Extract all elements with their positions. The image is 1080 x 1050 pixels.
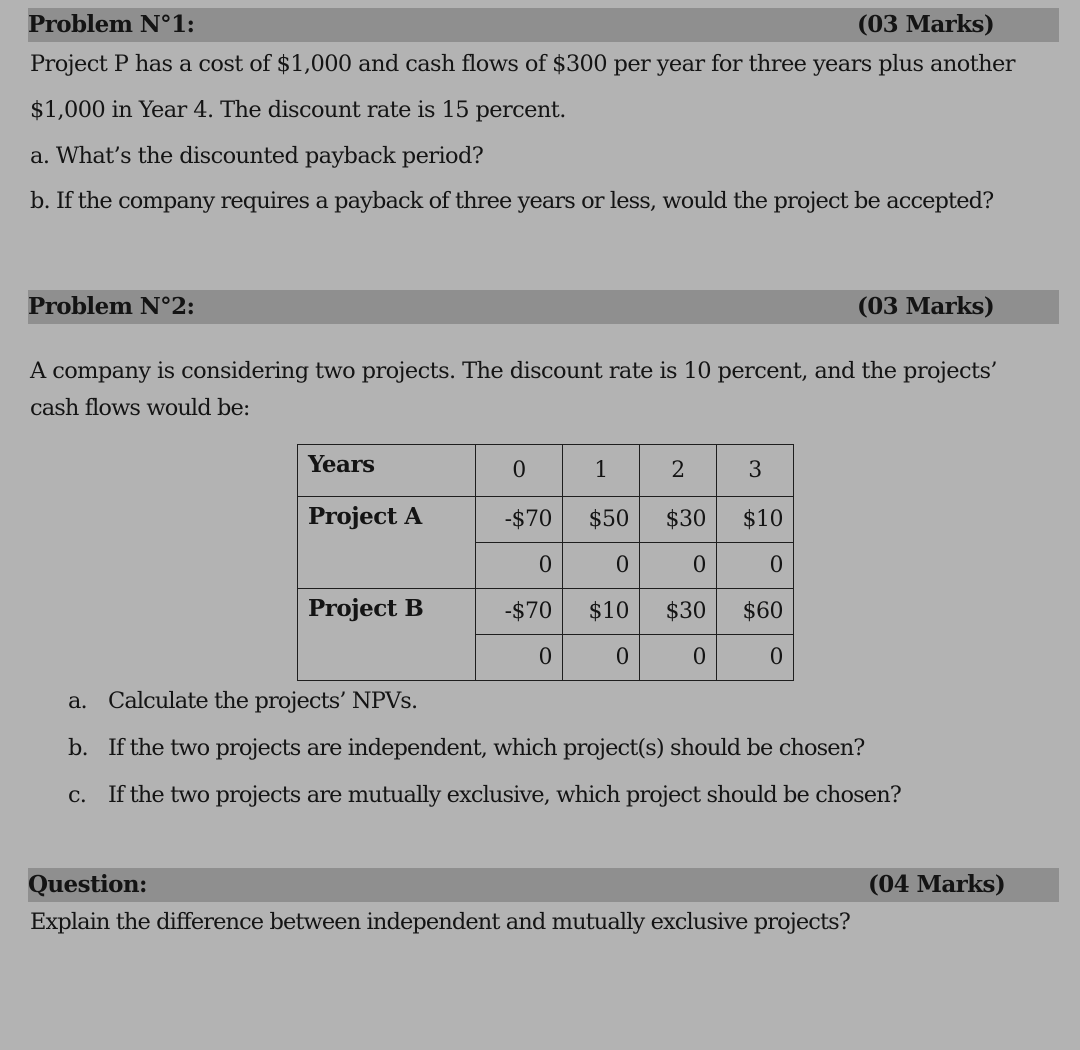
year-cell: 3 <box>717 445 794 497</box>
table-header-row <box>298 445 794 497</box>
table-row <box>298 589 794 635</box>
year-cell: 0 <box>476 445 563 497</box>
problem2-header <box>28 290 1059 324</box>
problem2-intro-line2: cash flows would be: <box>30 395 250 421</box>
table-cell: -$70 <box>476 497 563 543</box>
table-cell: $50 <box>563 497 640 543</box>
table-cell: $10 <box>717 497 794 543</box>
question-letter: b. <box>68 735 88 761</box>
years-label: Years <box>298 445 476 497</box>
problem1-marks: (03 Marks) <box>857 11 995 38</box>
project-b-label: Project B <box>298 589 476 681</box>
problem1-question-b: b. If the company requires a payback of three years or less, would the project be accepted? <box>30 188 994 214</box>
question-letter: a. <box>68 688 87 714</box>
table-cell: -$70 <box>476 589 563 635</box>
year-cell: 2 <box>640 445 717 497</box>
table-cell: 0 <box>640 635 717 681</box>
cash-flow-table <box>297 444 794 681</box>
problem2-intro-line1: A company is considering two projects. The discount rate is 10 percent, and the projects’ <box>30 358 997 384</box>
problem2-question-b <box>68 733 864 763</box>
problem2-question-c <box>68 780 901 810</box>
problem1-question-a: a. What’s the discounted payback period? <box>30 143 484 169</box>
table-cell: 0 <box>476 635 563 681</box>
problem1-header <box>28 8 1059 42</box>
question-title: Question: <box>28 871 147 898</box>
table-cell: $30 <box>640 497 717 543</box>
table-cell: $60 <box>717 589 794 635</box>
question-text: If the two projects are mutually exclusive, which project should be chosen? <box>108 782 901 808</box>
problem1-line2: $1,000 in Year 4. The discount rate is 15 percent. <box>30 97 566 123</box>
table-row <box>298 497 794 543</box>
question-header <box>28 868 1059 902</box>
problem2-marks: (03 Marks) <box>857 293 995 320</box>
table-cell: 0 <box>563 543 640 589</box>
question-text: Explain the difference between independent and mutually exclusive projects? <box>30 909 850 935</box>
problem1-line1: Project P has a cost of $1,000 and cash flows of $300 per year for three years plus another <box>30 51 1015 77</box>
project-a-label: Project A <box>298 497 476 589</box>
question-marks: (04 Marks) <box>868 871 1006 898</box>
table-cell: 0 <box>563 635 640 681</box>
table-cell: 0 <box>640 543 717 589</box>
table-cell: 0 <box>717 635 794 681</box>
year-cell: 1 <box>563 445 640 497</box>
table-cell: $30 <box>640 589 717 635</box>
table-cell: 0 <box>476 543 563 589</box>
problem2-question-a <box>68 686 417 716</box>
question-text: Calculate the projects’ NPVs. <box>108 688 418 714</box>
question-text: If the two projects are independent, which project(s) should be chosen? <box>108 735 865 761</box>
problem2-title: Problem N°2: <box>28 293 195 320</box>
table-cell: $10 <box>563 589 640 635</box>
problem1-title: Problem N°1: <box>28 11 195 38</box>
question-letter: c. <box>68 782 86 808</box>
table-cell: 0 <box>717 543 794 589</box>
